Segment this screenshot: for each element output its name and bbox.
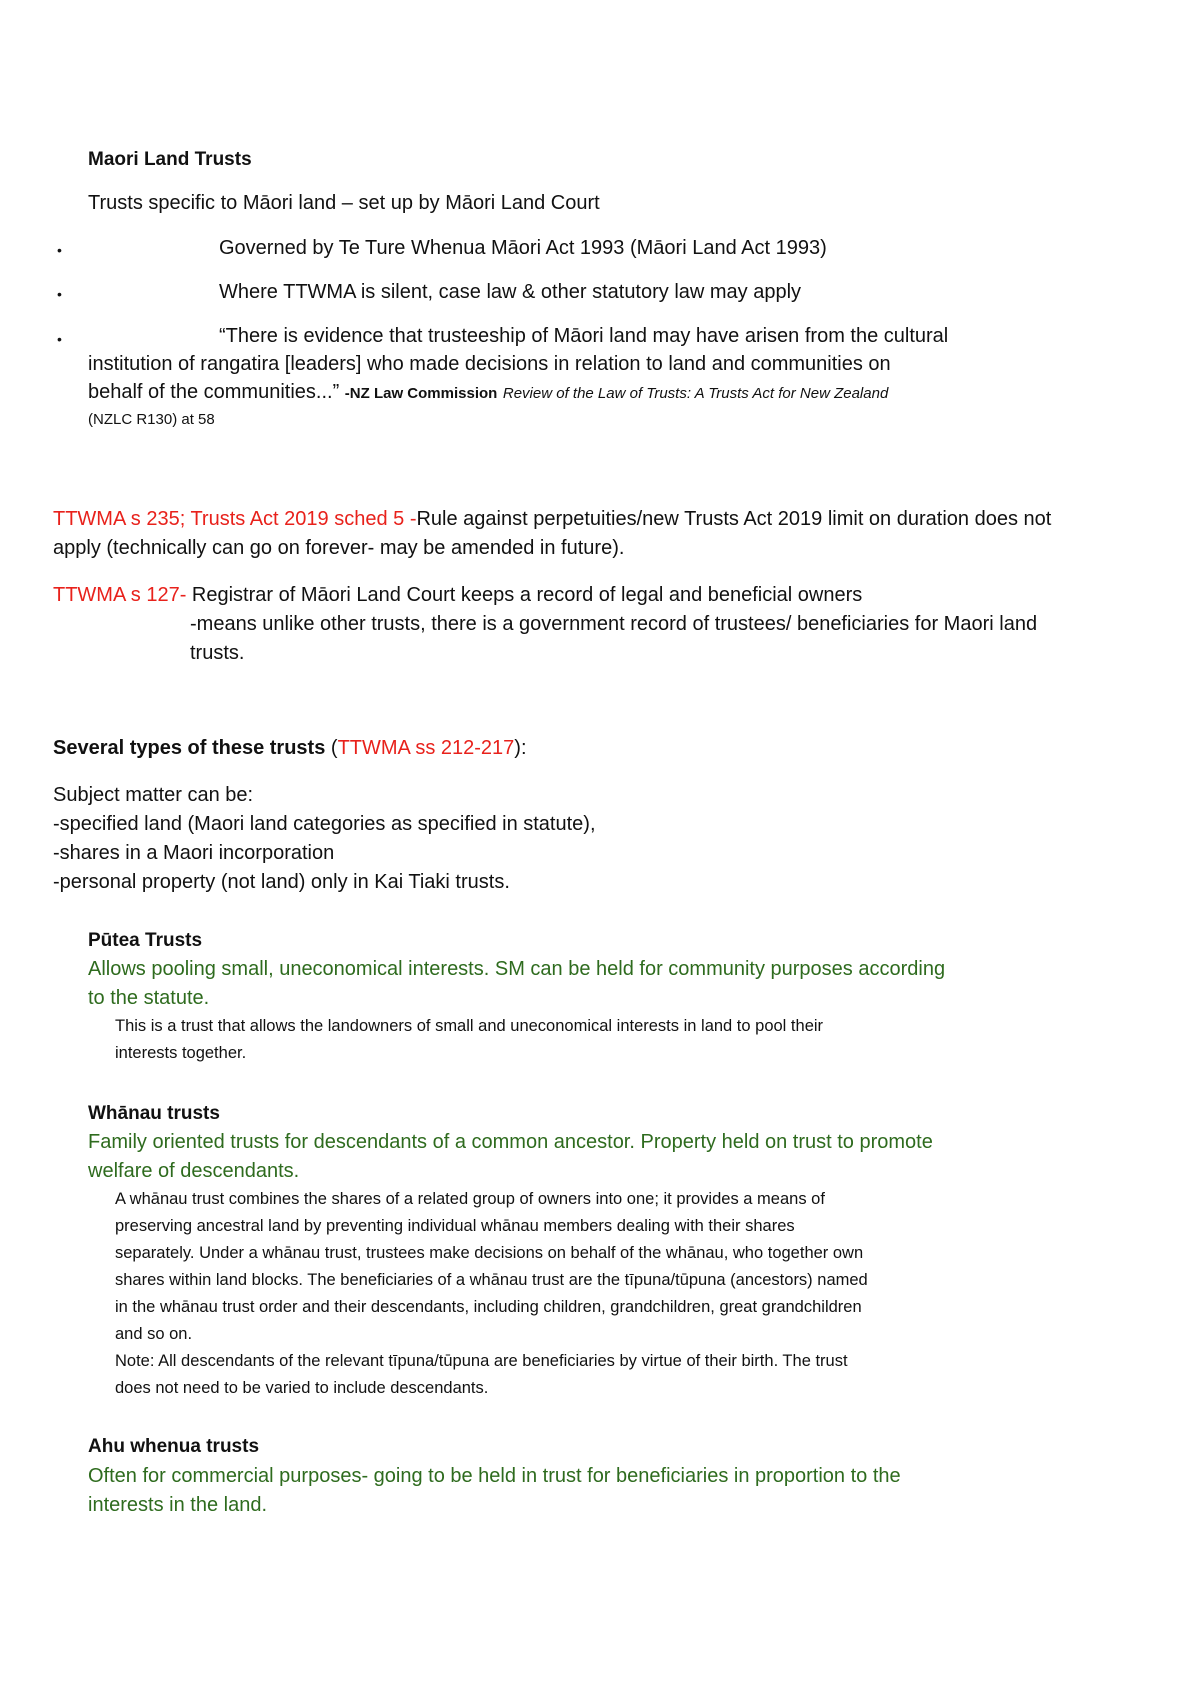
registrar-text: Registrar of Māori Land Court keeps a record of legal and beneficial owners [186, 584, 863, 606]
putea-detail: interests together. [115, 1044, 247, 1062]
list-item: -shares in a Maori incorporation [53, 842, 335, 864]
statute-reference: TTWMA s 235; Trusts Act 2019 sched 5 [53, 508, 405, 530]
whanau-title: Whānau trusts [88, 1103, 220, 1124]
whanau-summary: Family oriented trusts for descendants of a common ancestor. Property held on trust to promote [88, 1131, 933, 1153]
whanau-summary: welfare of descendants. [88, 1160, 300, 1182]
bullet-governed-by: Governed by Te Ture Whenua Māori Act 1993 (Māori Land Act 1993) [219, 237, 827, 259]
whanau-note: does not need to be varied to include descendants. [115, 1379, 489, 1397]
whanau-detail: A whānau trust combines the shares of a related group of owners into one; it provides a means of [115, 1190, 825, 1208]
bullet-marker: • [57, 242, 62, 258]
citation-author: -NZ Law Commission [344, 385, 498, 402]
registrar-line-1 [53, 581, 862, 610]
ahu-whenua-summary: interests in the land. [88, 1494, 267, 1516]
whanau-detail: shares within land blocks. The beneficiaries of a whānau trust are the tīpuna/tūpuna (ancestors) named [115, 1271, 868, 1289]
perpetuities-line-2: apply (technically can go on forever- may be amended in future). [53, 537, 625, 559]
quote-line: behalf of the communities...” [88, 381, 340, 403]
types-heading [53, 734, 527, 763]
list-item: -specified land (Maori land categories as specified in statute), [53, 813, 596, 835]
intro-subtitle: Trusts specific to Māori land – set up by Māori Land Court [88, 192, 600, 214]
perpetuities-text: Rule against perpetuities/new Trusts Act 2019 limit on duration does not [416, 508, 1052, 530]
putea-title: Pūtea Trusts [88, 930, 203, 951]
whanau-detail: and so on. [115, 1325, 193, 1343]
paren: ( [325, 737, 338, 759]
whanau-note: Note: All descendants of the relevant tīpuna/tūpuna are beneficiaries by virtue of their birth. The trust [115, 1352, 848, 1370]
bullet-where-silent: Where TTWMA is silent, case law & other statutory law may apply [219, 281, 802, 303]
ahu-whenua-title: Ahu whenua trusts [88, 1436, 260, 1457]
citation-end: (NZLC R130) at 58 [88, 411, 215, 428]
putea-detail: This is a trust that allows the landowners of small and uneconomical interests in land to pool their [115, 1017, 824, 1035]
ahu-whenua-summary: Often for commercial purposes- going to be held in trust for beneficiaries in proportion to the [88, 1465, 901, 1487]
perpetuities-line-1 [53, 505, 1051, 534]
putea-summary: Allows pooling small, uneconomical interests. SM can be held for community purposes according [88, 958, 946, 980]
subject-intro: Subject matter can be: [53, 784, 254, 806]
statute-reference: TTWMA ss 212-217 [337, 737, 515, 759]
citation-title: Review of the Law of Trusts: A Trusts Act for New Zealand [502, 385, 889, 402]
list-item: -personal property (not land) only in Kai Tiaki trusts. [53, 871, 510, 893]
whanau-detail: in the whānau trust order and their descendants, including children, grandchildren, great grandchildren [115, 1298, 862, 1316]
bullet-marker: • [57, 286, 62, 302]
quote-line-with-citation [88, 378, 888, 408]
types-heading-text: Several types of these trusts [53, 737, 326, 759]
paren: ): [514, 737, 527, 759]
quote-line: “There is evidence that trusteeship of Māori land may have arisen from the cultural [219, 325, 949, 347]
heading-maori-land-trusts: Maori Land Trusts [88, 149, 252, 170]
whanau-detail: separately. Under a whānau trust, trustees make decisions on behalf of the whānau, who together own [115, 1244, 864, 1262]
registrar-line-3: trusts. [190, 642, 245, 664]
separator: - [404, 508, 417, 530]
putea-summary: to the statute. [88, 987, 210, 1009]
bullet-marker: • [57, 331, 62, 347]
whanau-detail: preserving ancestral land by preventing individual whānau members dealing with their shares [115, 1217, 795, 1235]
statute-reference: TTWMA s 127- [53, 584, 187, 606]
quote-line: institution of rangatira [leaders] who made decisions in relation to land and communities on [88, 353, 891, 375]
registrar-line-2: -means unlike other trusts, there is a government record of trustees/ beneficiaries for Maori land [190, 613, 1038, 635]
